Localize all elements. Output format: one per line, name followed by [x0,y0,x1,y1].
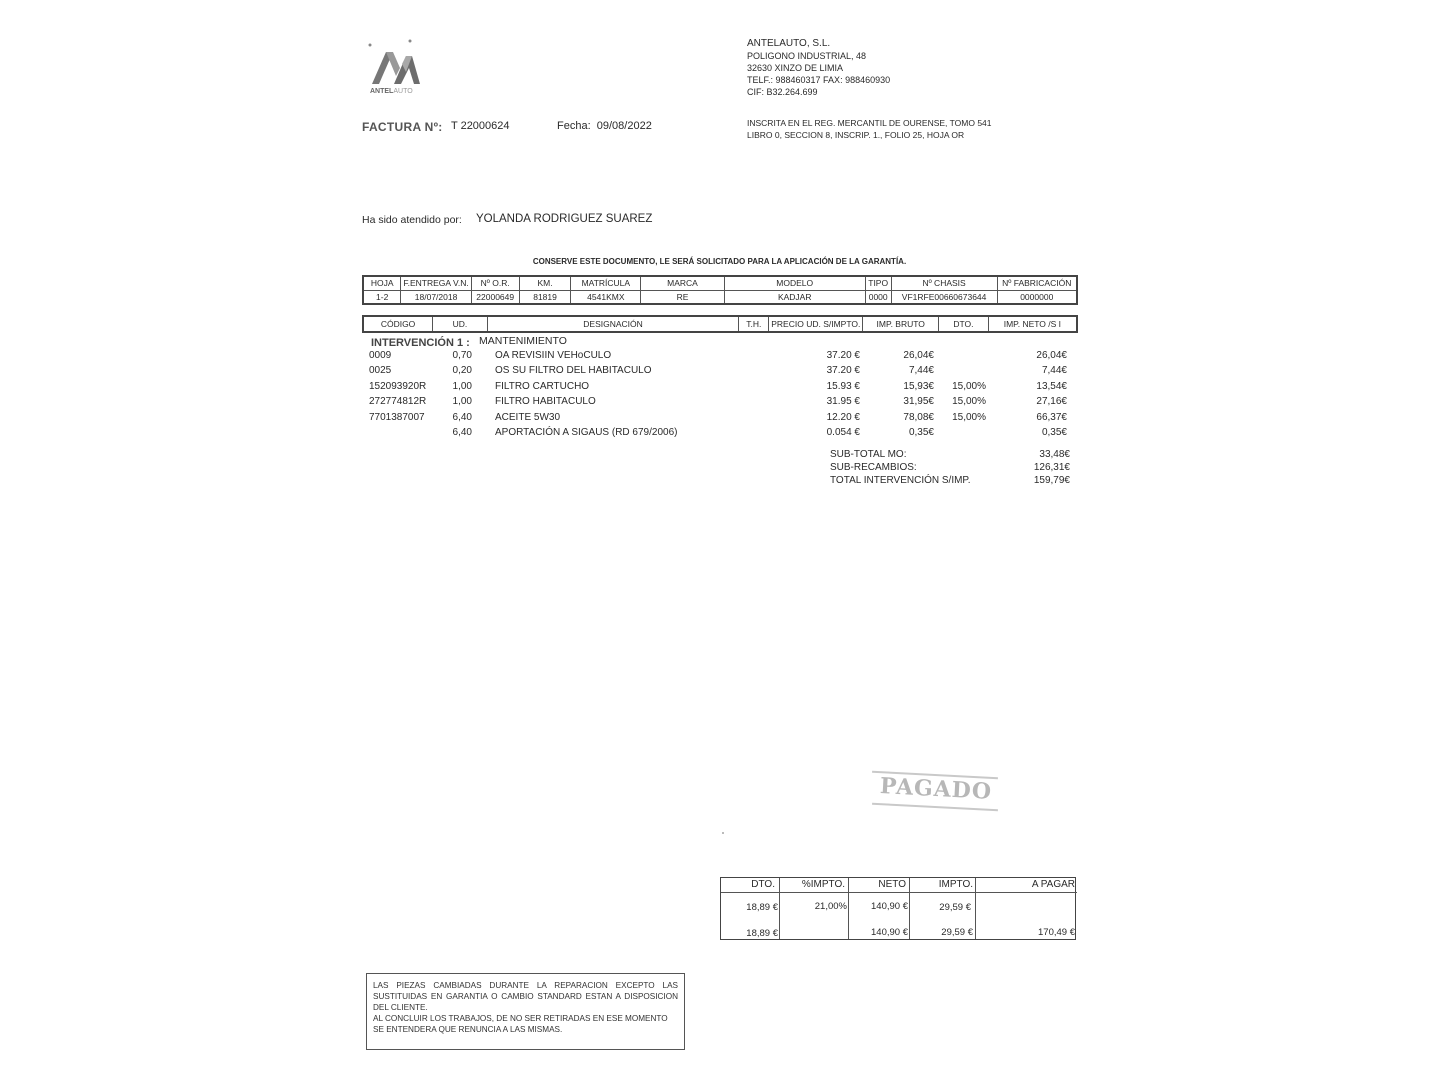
item-gross: 15,93€ [903,381,934,392]
item-net: 27,16€ [1036,396,1067,407]
item-net: 66,37€ [1036,412,1067,423]
item-price: 12.20 € [826,412,860,423]
item-description: FILTRO CARTUCHO [495,381,590,392]
totals-net: 140,90 € [871,901,908,912]
item-gross: 31,95€ [903,396,934,407]
company-registry: INSCRITA EN EL REG. MERCANTIL DE OURENSE, TOMO 541 LIBRO 0, SECCION 8, INSCRIP. 1., FOLIO 25, HOJA OR [747,118,992,140]
vehicle-header-row [363,276,1077,290]
totals-header-cell: IMPTO. [938,879,973,890]
subtotal-labor: SUB-TOTAL MO: 33,48€ [830,449,1070,460]
vehicle-header-cell: MATRÍCULA [571,276,641,290]
paid-stamp [872,768,1000,814]
attended-by-name: YOLANDA RODRIGUEZ SUAREZ [476,213,653,225]
company-city: 32630 XINZO DE LIMIA [747,63,844,73]
vehicle-header-cell: KM. [519,276,571,290]
item-units: 6,40 [452,412,472,423]
intervention-title: INTERVENCIÓN 1 : [371,337,470,349]
company-cif: CIF: B32.264.699 [747,87,818,97]
vehicle-header-cell: Nº O.R. [471,276,519,290]
lines-header-table [362,315,1078,333]
item-description: APORTACIÓN A SIGAUS (RD 679/2006) [495,427,678,438]
item-units: 0,70 [452,350,472,361]
scan-speck [722,832,724,834]
item-gross: 0,35€ [908,427,934,438]
vehicle-value-cell: 4541KMX [571,290,641,304]
warranty-notice: CONSERVE ESTE DOCUMENTO, LE SERÁ SOLICITADO PARA LA APLICACIÓN DE LA GARANTÍA. [532,257,907,266]
vehicle-header-cell: Nº FABRICACIÓN [997,276,1077,290]
company-info [747,38,890,98]
invoice-date-label: Fecha: [557,120,591,132]
totals-header-cell: %IMPTO. [801,879,845,890]
vehicle-header-cell: F.ENTREGA V.N. [401,276,471,290]
item-price: 37.20 € [826,350,860,361]
totals-net-total: 140,90 € [871,927,908,938]
logo-wordmark: ANTELAUTO [370,88,413,95]
lines-header-cell: T.H. [739,316,769,332]
item-net: 7,44€ [1041,365,1067,376]
table-row [0,412,1440,427]
totals-header-cell: NETO [878,879,906,890]
item-discount: 15,00% [952,412,986,423]
invoice-date [557,120,652,132]
company-phones: TELF.: 988460317 FAX: 988460930 [747,75,891,85]
vehicle-value-cell: 0000000 [997,290,1077,304]
subtotal-parts: SUB-RECAMBIOS: 126,31€ [830,462,1070,473]
item-code: 7701387007 [369,412,425,423]
intervention-description: MANTENIMIENTO [479,335,567,347]
totals-amount-due: 170,49 € [1038,927,1075,938]
item-code: 0009 [369,350,392,361]
vehicle-header-cell: MARCA [641,276,724,290]
vehicle-value-cell: RE [641,290,724,304]
lines-header-cell: IMP. BRUTO [863,316,939,332]
item-gross: 7,44€ [908,365,934,376]
item-price: 31.95 € [826,396,860,407]
vehicle-header-cell: Nº CHASIS [891,276,997,290]
company-address: POLIGONO INDUSTRIAL, 48 [747,51,867,61]
totals-tax-total: 29,59 € [941,927,973,938]
vehicle-value-cell: 1-2 [363,290,401,304]
table-row [0,396,1440,411]
item-price: 0.054 € [826,427,860,438]
vehicle-value-cell: 0000 [865,290,891,304]
invoice-number: T 22000624 [451,120,510,132]
table-row [0,427,1440,442]
item-units: 6,40 [452,427,472,438]
table-row [0,365,1440,380]
vehicle-table [362,275,1078,305]
vehicle-header-cell: HOJA [363,276,401,290]
totals-discount-total: 18,89 € [746,928,778,939]
paid-stamp-text: PAGADO [879,773,993,805]
vehicle-value-row [363,290,1077,304]
lines-header-cell: IMP. NETO /S I [988,316,1077,332]
table-row [0,350,1440,365]
item-price: 15.93 € [826,381,860,392]
item-discount: 15,00% [952,381,986,392]
invoice-date-value: 09/08/2022 [596,120,652,132]
vehicle-header-cell: MODELO [724,276,865,290]
lines-header-cell: CÓDIGO [363,316,433,332]
company-name: ANTELAUTO, S.L. [747,38,831,49]
attended-by-label: Ha sido atendido por: [362,214,462,226]
vehicle-header-cell: TIPO [865,276,891,290]
lines-header-cell: UD. [433,316,488,332]
item-net: 13,54€ [1036,381,1067,392]
item-units: 1,00 [452,396,472,407]
table-row [0,381,1440,396]
lines-header-cell: DTO. [939,316,989,332]
legal-notice-line: AL CONCLUIR LOS TRABAJOS, DE NO SER RETIRADAS EN ESE MOMENTO SE ENTENDERA QUE RENUNCIA A LAS MISMAS. [373,1014,668,1034]
item-description: FILTRO HABITACULO [495,396,596,407]
intervention-total: TOTAL INTERVENCIÓN S/IMP. 159,79€ [830,475,1070,486]
company-logo [366,38,426,100]
totals-header-cell: DTO. [751,879,775,890]
item-discount: 15,00% [952,396,986,407]
item-units: 1,00 [452,381,472,392]
legal-notice-line: LAS PIEZAS CAMBIADAS DURANTE LA REPARACION EXCEPTO LAS SUSTITUIDAS EN GARANTIA O CAMBIO STANDARD ESTAN A DISPOSICION DEL CLIENTE. [373,981,678,1012]
totals-header-cell: A PAGAR [1031,879,1075,890]
item-code: 272774812R [369,396,427,407]
item-net: 26,04€ [1036,350,1067,361]
invoice-number-label: FACTURA Nº: [362,120,443,134]
item-gross: 78,08€ [903,412,934,423]
item-price: 37.20 € [826,365,860,376]
item-description: OS SU FILTRO DEL HABITACULO [495,365,652,376]
totals-table [720,877,1076,940]
legal-notice [366,973,685,1050]
item-gross: 26,04€ [903,350,934,361]
item-net: 0,35€ [1041,427,1067,438]
item-description: ACEITE 5W30 [495,412,561,423]
item-code: 152093920R [369,381,427,392]
lines-header-cell: DESIGNACIÓN [487,316,739,332]
vehicle-value-cell: VF1RFE00660673644 [891,290,997,304]
vehicle-value-cell: 22000649 [471,290,519,304]
vehicle-value-cell: 18/07/2018 [401,290,471,304]
item-code: 0025 [369,365,392,376]
lines-header-cell: PRECIO UD. S/IMPTO. [769,316,863,332]
totals-discount: 18,89 € [746,902,778,913]
totals-tax: 29,59 € [939,902,971,913]
vehicle-value-cell: KADJAR [724,290,865,304]
lines-header-row [363,316,1077,332]
vehicle-value-cell: 81819 [519,290,571,304]
item-units: 0,20 [452,365,472,376]
item-description: OA REVISIIN VEHoCULO [495,350,612,361]
totals-tax-rate: 21,00% [814,901,847,912]
